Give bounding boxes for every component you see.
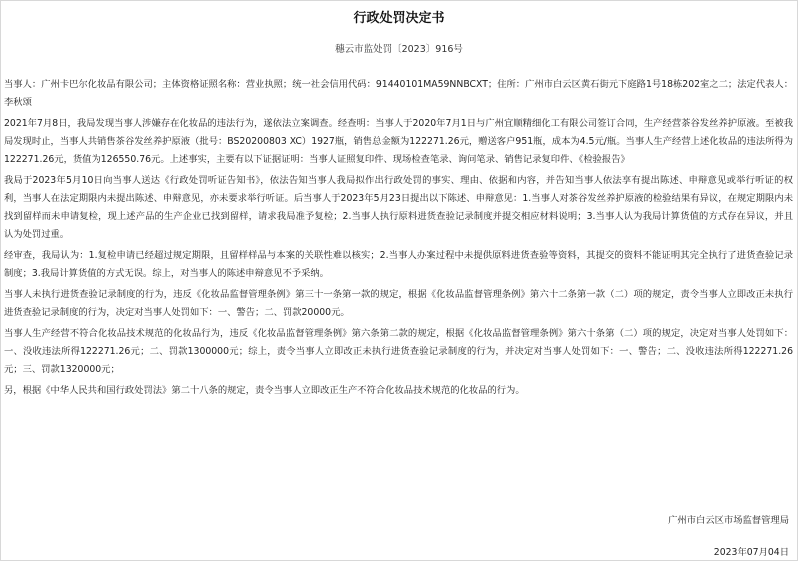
penalty-paragraph-1: 当事人未执行进货查验记录制度的行为，违反《化妆品监督管理条例》第三十一条第一款的规定，根据《化妆品监督管理条例》第六十二条第一款（二）项的规定，责令当事人立即改正未执行进货查验记录制度的行为，决定对当事人处罚如下：一、警告；二、罚款20000元。 bbox=[4, 289, 793, 318]
party-paragraph: 当事人：广州卡巴尔化妆品有限公司；主体资格证照名称：营业执照；统一社会信用代码：91440101MA59NNBCXT；住所：广州市白云区黄石街元下庭路1号18栋202室之二；法定代表人：李秋颂 bbox=[4, 79, 794, 108]
document-body bbox=[4, 76, 793, 400]
issue-date: 2023年07月04日 bbox=[713, 547, 789, 558]
review-paragraph: 经审查，我局认为：1.复检申请已经超过规定期限，且留样样品与本案的关联性难以核实；2.当事人办案过程中未提供原料进货查验等资料，其提交的资料不能证明其完全执行了进货查验记录制度；3.我局计算货值的方式无误。综上，对当事人的陈述申辩意见不予采纳。 bbox=[4, 250, 793, 279]
facts-paragraph: 2021年7月8日，我局发现当事人涉嫌存在化妆品的违法行为，遂依法立案调查。经查明：当事人于2020年7月1日与广州宜顺精细化工有限公司签订合同，生产经营茶谷发丝养护原液。至被我局发现时止，当事人共销售茶谷发丝养护原液（批号：BS20200803 XC）1927瓶，销售总金额为122271.26元，赠送客户951瓶，成本为4.5元/瓶。当事人生产经营上述化妆品的违法所得为122271.26元，货值为126550.76元。上述事实，主要有以下证据证明：当事人证照复印件、现场检查笔录、询问笔录、销售记录复印件、《检验报告》 bbox=[4, 118, 793, 165]
order-paragraph: 另，根据《中华人民共和国行政处罚法》第二十八条的规定，责令当事人立即改正生产不符合化妆品技术规范的化妆品的行为。 bbox=[4, 385, 525, 396]
penalty-paragraph-2: 当事人生产经营不符合化妆品技术规范的化妆品行为，违反《化妆品监督管理条例》第六条第二款的规定，根据《化妆品监督管理条例》第六十条第（二）项的规定，决定对当事人处罚如下：一、没收违法所得122271.26元；二、罚款1300000元；综上，责令当事人立即改正未执行进货查验记录制度的行为，并决定对当事人处罚如下：一、警告；二、没收违法所得122271.26元；三、罚款1320000元； bbox=[4, 328, 793, 375]
hearing-paragraph: 我局于2023年5月10日向当事人送达《行政处罚听证告知书》，依法告知当事人我局拟作出行政处罚的事实、理由、依据和内容，并告知当事人依法享有提出陈述、申辩意见或举行听证的权利，当事人在法定期限内未提出陈述、申辩意见，亦未要求举行听证。后当事人于2023年5月23日提出以下陈述、申辩意见：1.当事人对茶谷发丝养护原液的检验结果有异议，在规定期限内未找到留样而未申请复检，现上述产品的生产企业已找到留样，请求我局准予复检；2.当事人执行原料进货查验记录制度并提交相应材料说明；3.当事人认为我局计算货值的方式存在异议，并且认为处罚过重。 bbox=[4, 175, 793, 240]
document-title: 行政处罚决定书 bbox=[353, 11, 445, 26]
document-number: 穗云市监处罚〔2023〕916号 bbox=[335, 44, 463, 55]
issuing-authority: 广州市白云区市场监督管理局 bbox=[668, 515, 789, 526]
